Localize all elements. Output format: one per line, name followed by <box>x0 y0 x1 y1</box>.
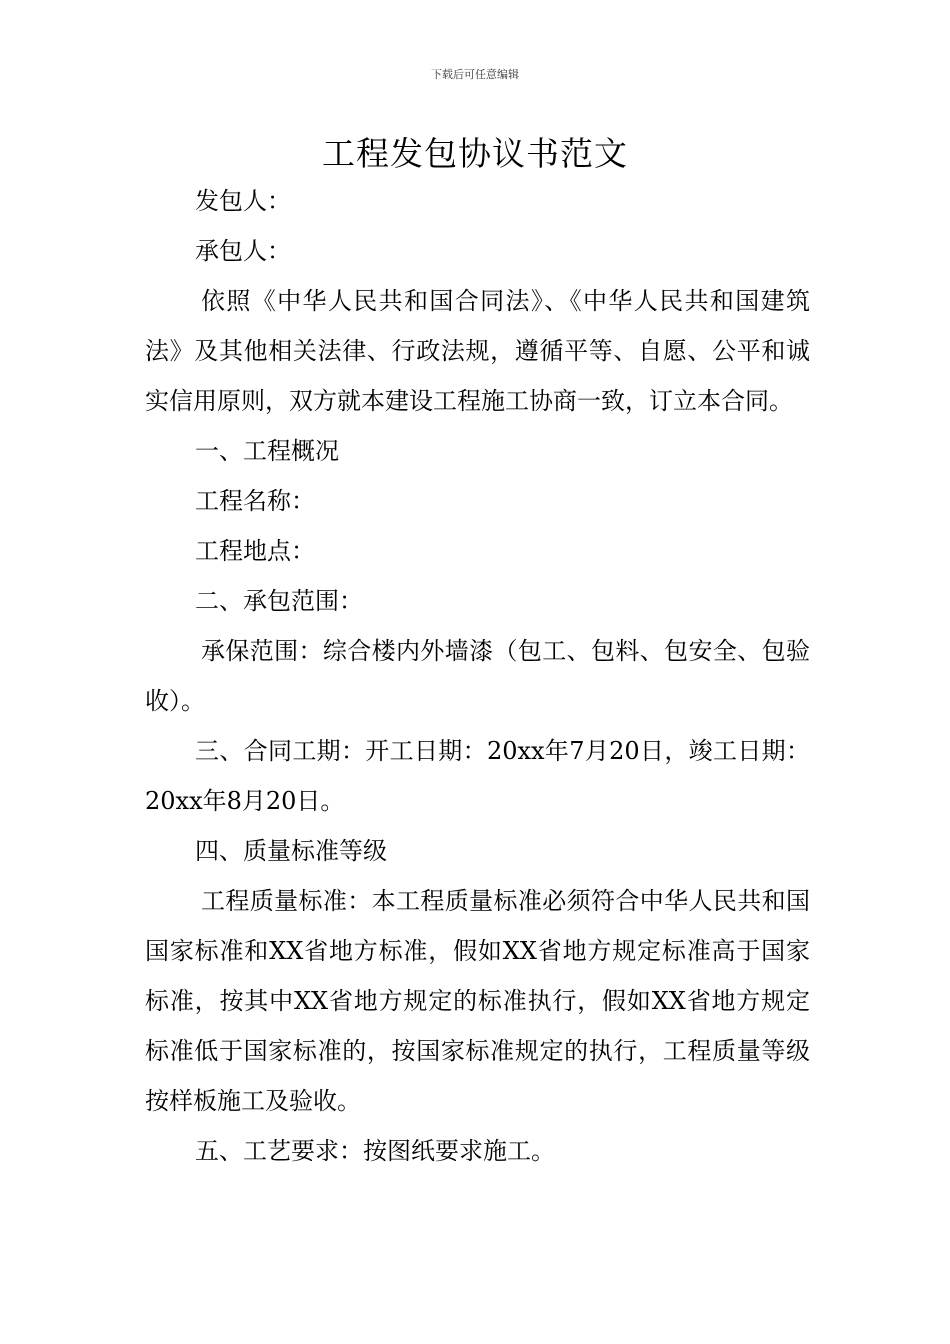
document-title: 工程发包协议书范文 <box>322 134 628 173</box>
section-heading-overview: 一、工程概况 <box>195 437 339 465</box>
preamble-paragraph: 依照《中华人民共和国合同法》、《中华人民共和国建筑法》及其他相关法律、行政法规，遵循平等、自愿、公平和诚实信用原则，双方就本建设工程施工协商一致，订立本合同。 <box>145 287 810 415</box>
party-a-line: 发包人： <box>195 187 291 215</box>
scope-paragraph: 承保范围：综合楼内外墙漆（包工、包料、包安全、包验收）。 <box>145 637 810 715</box>
section-heading-quality: 四、质量标准等级 <box>195 837 387 865</box>
contract-period-paragraph: 三、合同工期：开工日期：20xx年7月20日，竣工日期：20xx年8月20日。 <box>145 737 810 815</box>
project-location-line: 工程地点： <box>195 537 315 565</box>
section-heading-scope: 二、承包范围： <box>195 587 363 615</box>
project-name-line: 工程名称： <box>195 487 315 515</box>
party-b-line: 承包人： <box>195 237 291 265</box>
document-body <box>145 176 810 1176</box>
quality-standard-paragraph: 工程质量标准：本工程质量标准必须符合中华人民共和国国家标准和XX省地方标准，假如XX省地方规定标准高于国家标准，按其中XX省地方规定的标准执行，假如XX省地方规定标准低于国家标准的，按国家标准规定的执行，工程质量等级按样板施工及验收。 <box>145 887 810 1115</box>
process-requirement-line: 五、工艺要求：按图纸要求施工。 <box>195 1137 555 1165</box>
header-note: 下载后可任意编辑 <box>431 68 519 81</box>
